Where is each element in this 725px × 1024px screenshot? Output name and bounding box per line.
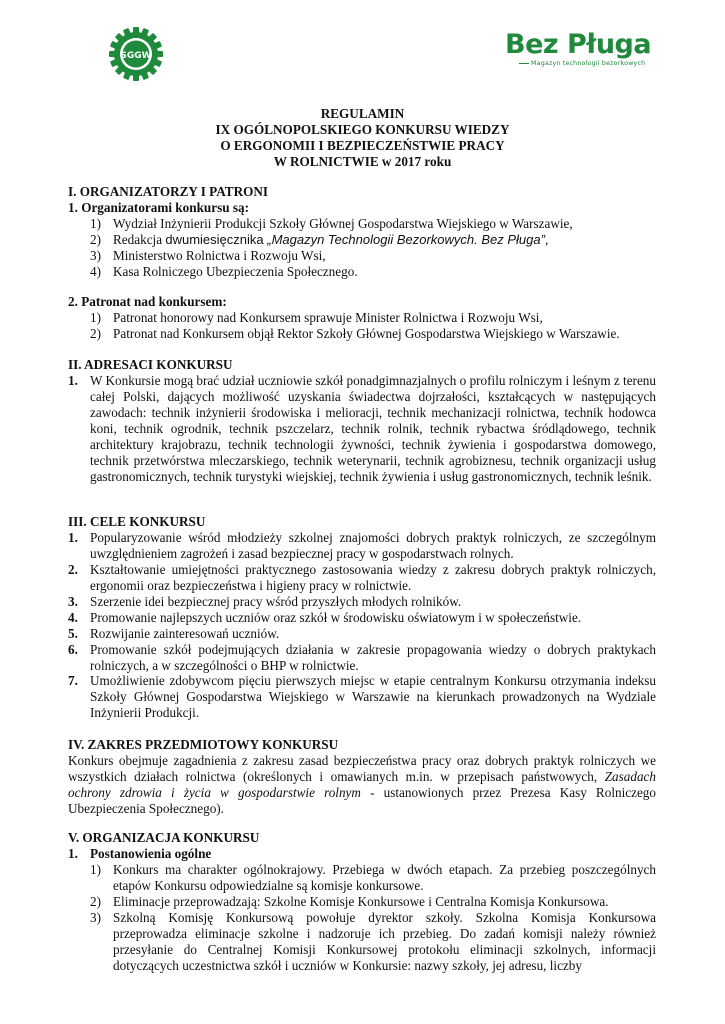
list-number: 3. <box>68 594 78 609</box>
sggw-logo <box>108 26 164 82</box>
list-number: 4) <box>90 264 101 279</box>
list-number: 1) <box>90 216 101 231</box>
list-number: 2) <box>90 326 101 341</box>
list-number: 1. <box>68 846 78 861</box>
list-number: 1) <box>90 862 101 877</box>
list-item: Promowanie najlepszych uczniów oraz szkół w środowisku oświatowym i w społeczeństwie. <box>90 610 582 625</box>
list-item: Umożliwienie zdobywcom pięciu pierwszych miejsc w etapie centralnym Konkursu otrzymania indeksu Szkoły Głównej Gospodarstwa Wiejskiego w Warszawie na kierunkach prowadzonych na Wydziale Inżynierii Produkcji. <box>90 673 656 720</box>
list-item: Popularyzowanie wśród młodzieży szkolnej znajomości dobrych praktyk rolniczych, ze szczególnym uwzględnieniem zagrożeń i zasad bezpiecznej pracy w gospodarstwach rolnych. <box>90 530 656 561</box>
bez-pluga-logo <box>505 28 650 74</box>
section-heading: II. ADRESACI KONKURSU <box>68 357 233 372</box>
list-number: 1. <box>68 373 78 388</box>
section-heading: V. ORGANIZACJA KONKURSU <box>68 830 260 845</box>
paragraph: W Konkursie mogą brać udział uczniowie szkół ponadgimnazjalnych o profilu rolniczym i leśnym z terenu całej Polski, dających możliwość uzyskania świadectwa dojrzałości, kształcących w następujących zawodach: technik inżynierii środowiska i melioracji, technik mechanizacji rolnictwa, technik hodowca koni, technik ogrodnik, technik pszczelarz, technik rolnik, technik rybactwa śródlądowego, technik architektury krajobrazu, technik technologii żywności, technik żywienia i gospodarstwa domowego, technik przetwórstwa mleczarskiego, technik weterynarii, technik agrobiznesu, technik organizacji usług gastronomicznych, technik turystyki wiejskiej, technik żywienia i usług gastronomicznych, technik leśnik. <box>90 373 656 484</box>
list-number: 3) <box>90 248 101 263</box>
list-item: Konkurs ma charakter ogólnokrajowy. Przebiega w dwóch etapach. Za przebieg poszczególnych etapów Konkursu odpowiedzialne są komisje konkursowe. <box>113 862 656 893</box>
list-number: 1) <box>90 310 101 325</box>
list-item: Rozwijanie zainteresowań uczniów. <box>90 626 280 641</box>
section-heading: IV. ZAKRES PRZEDMIOTOWY KONKURSU <box>68 737 339 752</box>
list-number: 7. <box>68 673 78 688</box>
list-item: Promowanie szkół podejmujących działania w zakresie propagowania wiedzy o dobrych praktykach rolniczych, a w szczególności o BHP w rolnictwie. <box>90 642 656 673</box>
section-heading: I. ORGANIZATORZY I PATRONI <box>68 184 269 199</box>
section-heading: III. CELE KONKURSU <box>68 514 206 529</box>
list-item: Kasa Rolniczego Ubezpieczenia Społecznego. <box>113 264 358 279</box>
subsection-heading: 2. Patronat nad konkursem: <box>68 294 227 309</box>
list-number: 1. <box>68 530 78 545</box>
list-item: Eliminacje przeprowadzają: Szkolne Komisje Konkursowe i Centralna Komisja Konkursowa. <box>113 894 609 909</box>
title-line: IX OGÓLNOPOLSKIEGO KONKURSU WIEDZY <box>215 122 510 137</box>
list-item: Redakcja dwumiesięcznika „Magazyn Technologii Bezorkowych. Bez Pługa”, <box>113 232 549 247</box>
subsection-heading: 1. Organizatorami konkursu są: <box>68 200 249 215</box>
list-number: 5. <box>68 626 78 641</box>
list-item: Ministerstwo Rolnictwa i Rozwoju Wsi, <box>113 248 326 263</box>
title-line: O ERGONOMII I BEZPIECZEŃSTWIE PRACY <box>220 138 505 153</box>
list-item: Patronat honorowy nad Konkursem sprawuje Minister Rolnictwa i Rozwoju Wsi, <box>113 310 543 325</box>
list-number: 6. <box>68 642 78 657</box>
logo-divider <box>519 63 529 64</box>
list-number: 2) <box>90 232 101 247</box>
bez-pluga-subtitle: Magazyn technologii bezorkowych <box>531 60 646 67</box>
list-item: Wydział Inżynierii Produkcji Szkoły Głównej Gospodarstwa Wiejskiego w Warszawie, <box>113 216 573 231</box>
bez-pluga-title: Bez Pługa <box>505 29 652 60</box>
list-number: 3) <box>90 910 101 925</box>
list-number: 2) <box>90 894 101 909</box>
title-line: W ROLNICTWIE w 2017 roku <box>273 154 452 169</box>
list-item: Szerzenie idei bezpiecznej pracy wśród przyszłych młodych rolników. <box>90 594 462 609</box>
paragraph: Konkurs obejmuje zagadnienia z zakresu zasad bezpieczeństwa pracy oraz dobrych praktyk rolniczych we wszystkich działach rolnictwa (określonych i omawianych m.in. w przepisach państwowych, Zasadach ochrony zdrowia i życia w gospodarstwie rolnym - ustanowionych przez Prezesa Kasy Rolniczego Ubezpieczenia Społecznego). <box>68 753 656 816</box>
gear-logo-icon <box>108 26 164 82</box>
sggw-logo-text: SGGW <box>120 51 152 61</box>
list-item: Kształtowanie umiejętności praktycznego zastosowania wiedzy z zakresu dobrych praktyk rolniczych, ergonomii oraz bezpieczeństwa i higieny pracy w rolnictwie. <box>90 562 656 593</box>
title-line: REGULAMIN <box>320 106 405 121</box>
list-number: 2. <box>68 562 78 577</box>
list-item: Patronat nad Konkursem objął Rektor Szkoły Głównej Gospodarstwa Wiejskiego w Warszawie. <box>113 326 620 341</box>
list-number: 4. <box>68 610 78 625</box>
list-item: Szkolną Komisję Konkursową powołuje dyrektor szkoły. Szkolna Komisja Konkursowa przeprowadza eliminacje szkolne i nadzoruje ich przebieg. Do zadań komisji należy również przesyłanie do Centralnej Komisji Konkursowej protokołu eliminacji szkolnych, informacji dotyczących uczestnictwa szkół i uczniów w Konkursie: nazwy szkoły, jej adresu, liczby <box>113 910 656 973</box>
subsection-heading: Postanowienia ogólne <box>90 846 212 861</box>
